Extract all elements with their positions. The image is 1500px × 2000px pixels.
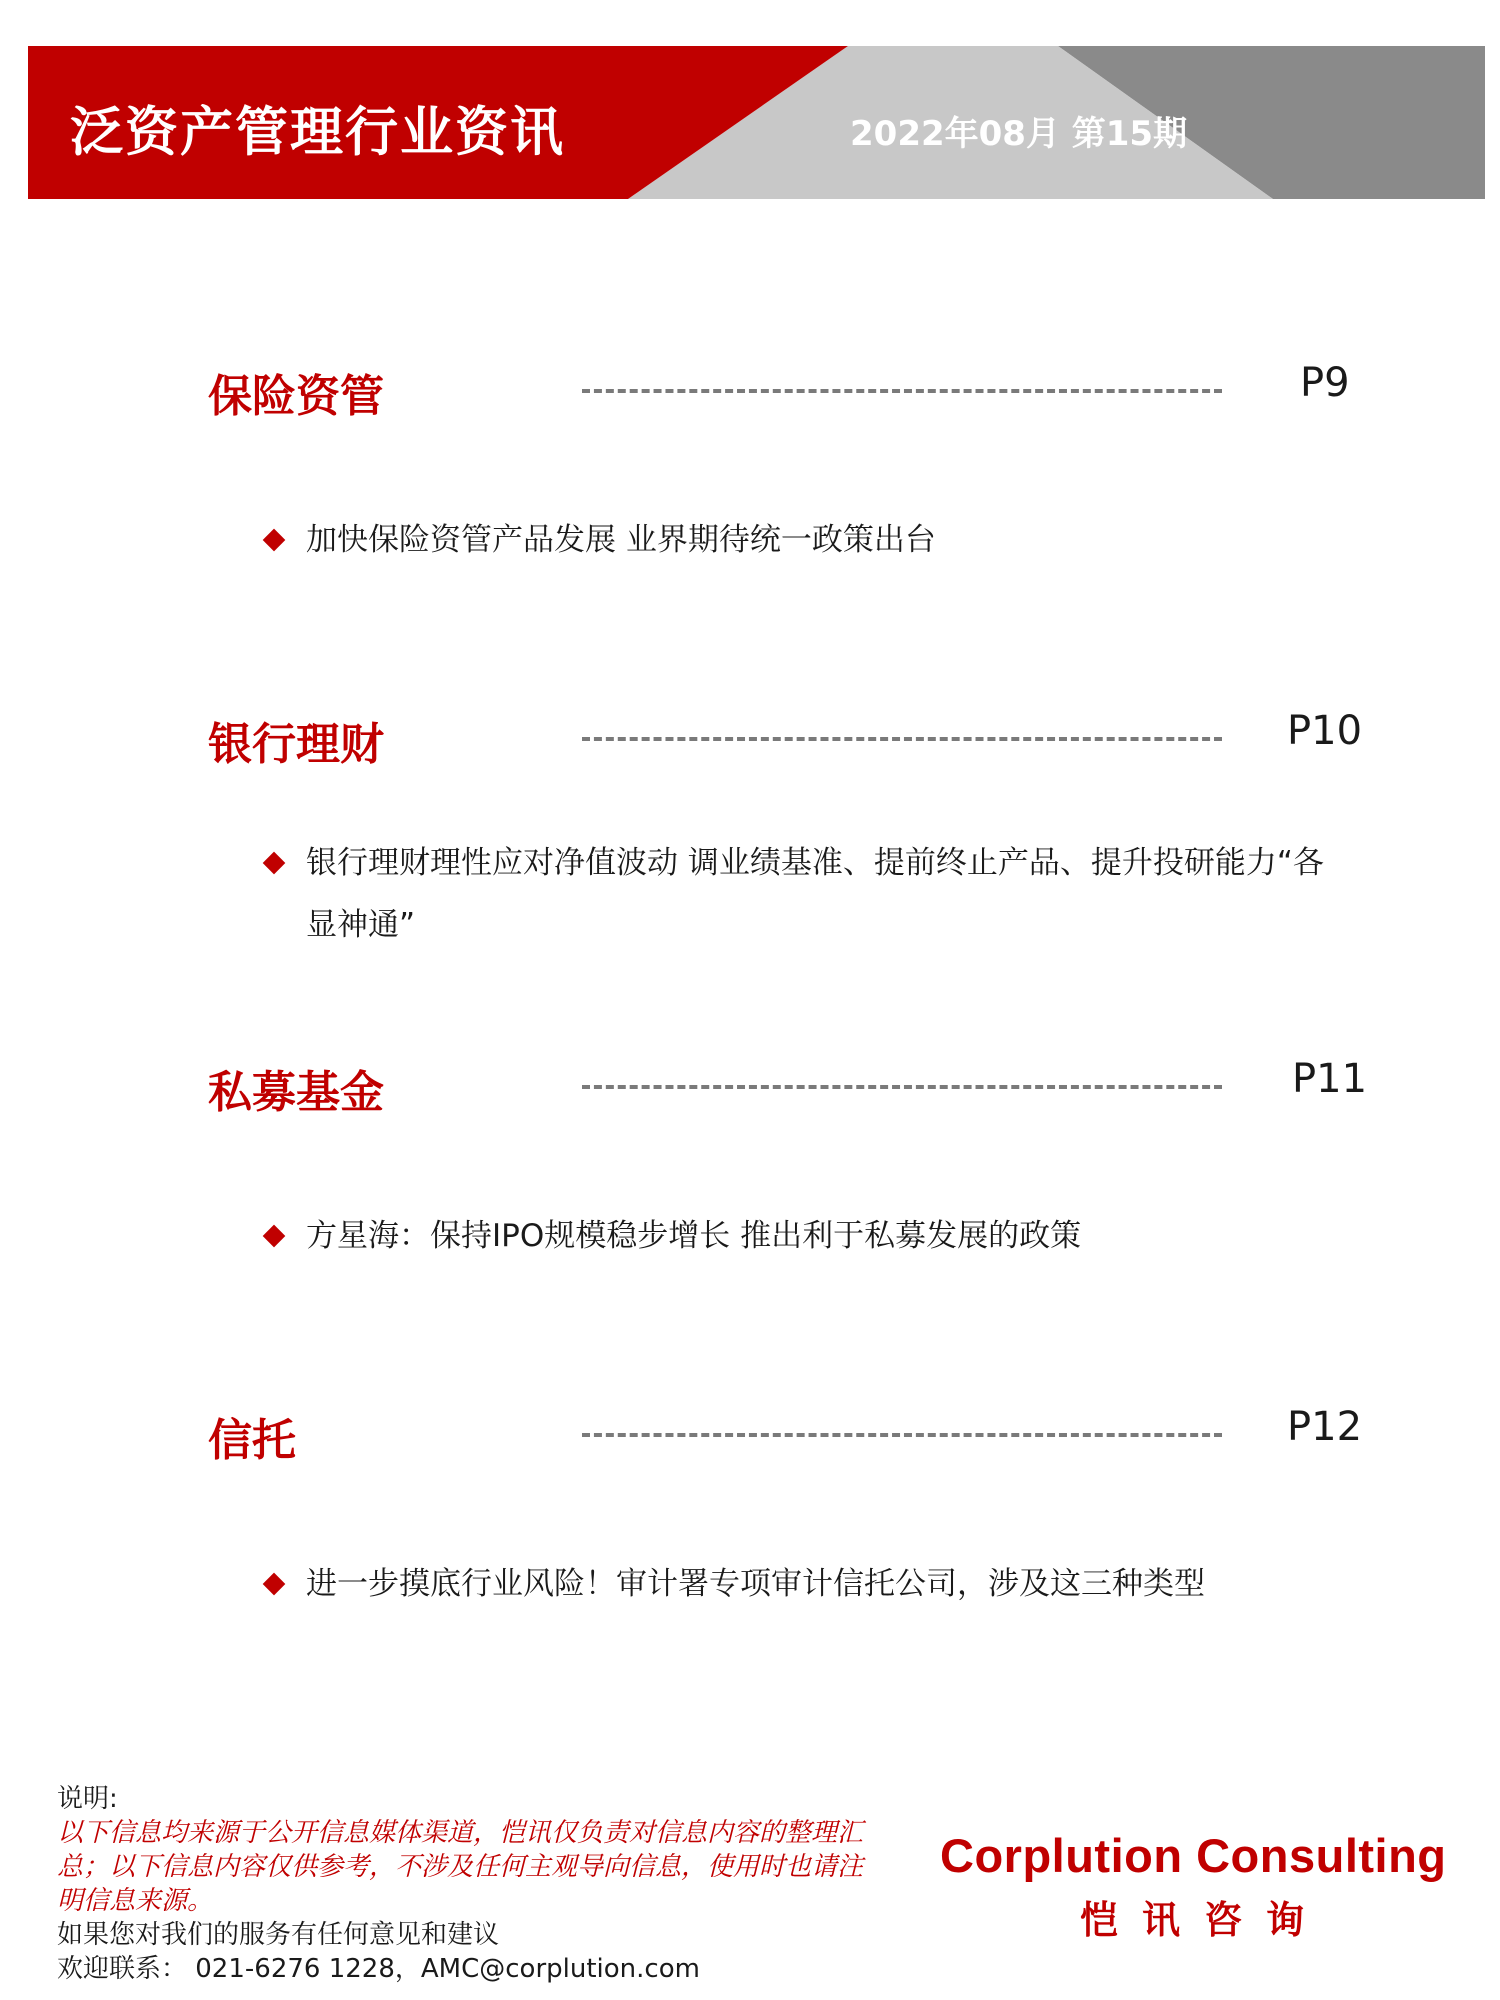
brand-name-english: Corplution Consulting	[940, 1829, 1447, 1882]
section-heading: 私募基金	[208, 1067, 384, 1118]
page-number: P11	[1292, 1056, 1368, 1102]
list-item	[270, 832, 1340, 956]
brand-name-chinese: 恺讯咨询	[1080, 1897, 1329, 1942]
list-item	[270, 1553, 1330, 1615]
brand-logo	[940, 1828, 1460, 1944]
page-number: P10	[1287, 708, 1363, 754]
issue-label: 2022年08月 第15期	[850, 114, 1188, 154]
header-banner	[28, 46, 1485, 199]
feedback-text: 如果您对我们的服务有任何意见和建议	[57, 1920, 500, 1950]
dashed-leader	[582, 1433, 1222, 1437]
list-item-text: 进一步摸底行业风险！审计署专项审计信托公司，涉及这三种类型	[306, 1566, 1205, 1602]
footer-note	[57, 1782, 887, 1986]
page-number: P9	[1300, 360, 1350, 406]
dashed-leader	[582, 1085, 1222, 1089]
list-item-text: 银行理财理性应对净值波动 调业绩基准、提前终止产品、提升投研能力“各显神通”	[306, 845, 1324, 943]
section-heading: 保险资管	[208, 371, 384, 422]
note-heading: 说明:	[57, 1784, 118, 1814]
disclaimer-text: 以下信息均来源于公开信息媒体渠道，恺讯仅负责对信息内容的整理汇总；以下信息内容仅供参考，不涉及任何主观导向信息，使用时也请注明信息来源。	[57, 1818, 864, 1916]
contact-text: 欢迎联系： 021-6276 1228，AMC@corplution.com	[57, 1954, 700, 1984]
section-heading: 信托	[208, 1415, 296, 1466]
newsletter-title: 泛资产管理行业资讯	[70, 102, 565, 163]
list-item-text: 方星海：保持IPO规模稳步增长 推出利于私募发展的政策	[306, 1218, 1082, 1254]
dashed-leader	[582, 389, 1222, 393]
list-item	[270, 1205, 1330, 1267]
dashed-leader	[582, 737, 1222, 741]
list-item	[270, 509, 1330, 571]
list-item-text: 加快保险资管产品发展 业界期待统一政策出台	[306, 522, 936, 558]
section-heading: 银行理财	[208, 719, 384, 770]
page-number: P12	[1287, 1404, 1363, 1450]
